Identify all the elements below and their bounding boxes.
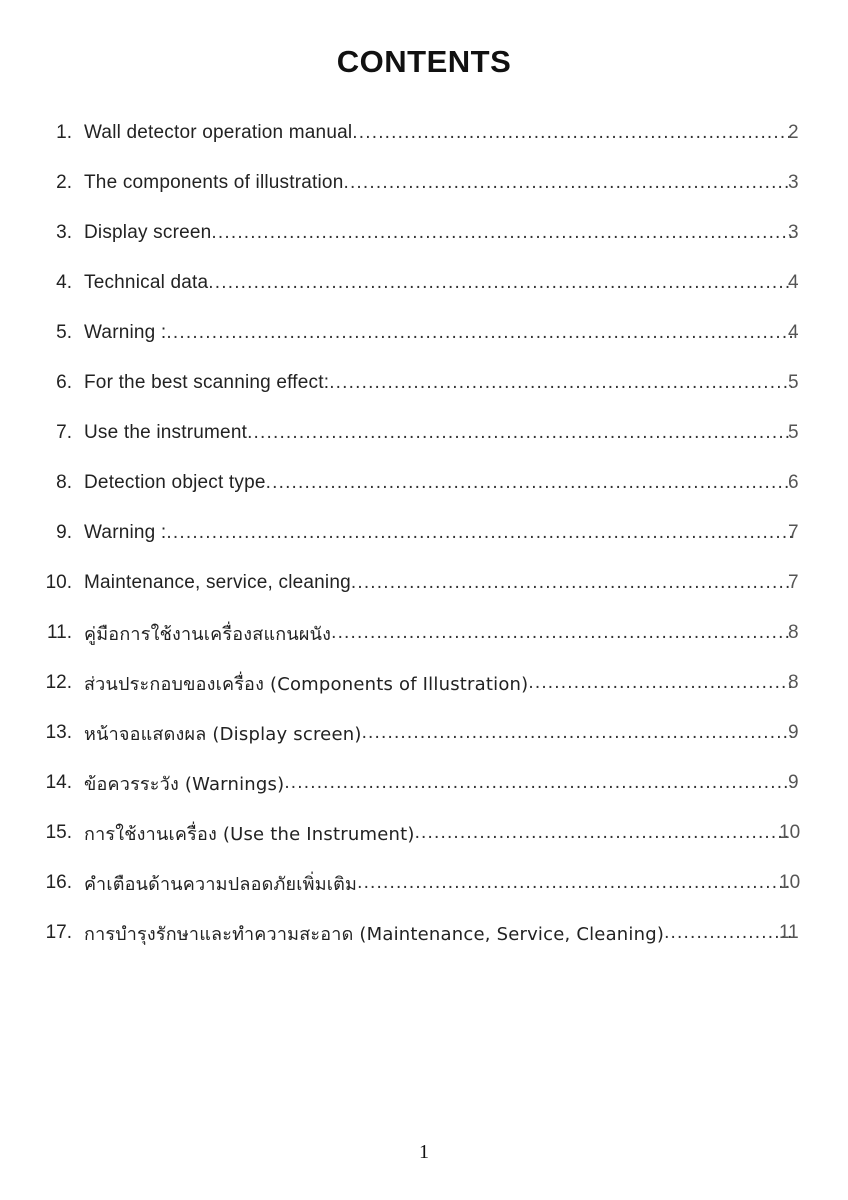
toc-entry-number: 9. <box>56 522 72 543</box>
toc-leader-dots <box>266 472 792 494</box>
toc-leader-dots <box>351 572 792 594</box>
toc-entry-page: 8 <box>788 672 799 693</box>
toc-entry-label: ส่วนประกอบของเครื่อง (Components of Illustration) <box>84 673 529 695</box>
toc-entry-number: 2. <box>56 172 72 193</box>
toc-leader-dots <box>415 822 792 844</box>
toc-entry-page: 9 <box>788 722 799 743</box>
toc-leader-dots <box>357 872 792 894</box>
toc-entry-label: Detection object type <box>84 472 266 493</box>
toc-entry-label-row <box>84 322 792 344</box>
toc-entry-page: 7 <box>788 572 799 593</box>
page-title: CONTENTS <box>336 44 512 79</box>
toc-entry[interactable] <box>0 408 848 458</box>
toc-entry[interactable] <box>0 758 848 808</box>
toc-entry-label-row <box>84 272 792 294</box>
toc-leader-dots <box>166 322 792 344</box>
toc-entry-page: 2 <box>788 122 799 143</box>
toc-entry-label: Technical data <box>84 272 209 293</box>
toc-entry-number: 16. <box>45 872 72 893</box>
toc-entry-label: การใช้งานเครื่อง (Use the Instrument) <box>84 823 415 845</box>
toc-entry-label: For the best scanning effect: <box>84 372 330 393</box>
toc-entry-number: 10. <box>45 572 72 593</box>
toc-entry-number: 1. <box>56 122 72 143</box>
toc-entry-label-row <box>84 669 792 698</box>
toc-entry-page: 4 <box>788 322 799 343</box>
toc-entry-number: 14. <box>45 772 72 793</box>
toc-entry[interactable] <box>0 708 848 758</box>
toc-entry[interactable] <box>0 808 848 858</box>
toc-entry-page: 7 <box>788 522 799 543</box>
toc-entry-number: 13. <box>45 722 72 743</box>
toc-entry[interactable] <box>0 508 848 558</box>
toc-entry-page: 10 <box>779 872 801 893</box>
toc-entry-page: 5 <box>788 372 799 393</box>
toc-entry[interactable] <box>0 308 848 358</box>
toc-entry-label-row <box>84 122 792 144</box>
toc-entry[interactable] <box>0 208 848 258</box>
toc-entry-label-row <box>84 472 792 494</box>
toc-leader-dots <box>284 772 792 794</box>
toc-entry-number: 5. <box>56 322 72 343</box>
toc-entry-number: 3. <box>56 222 72 243</box>
toc-entry-label: Warning : <box>84 322 167 343</box>
toc-leader-dots <box>329 372 792 394</box>
toc-entry-page: 6 <box>788 472 799 493</box>
toc-entry-page: 8 <box>788 622 799 643</box>
toc-entry-label: ข้อควรระวัง (Warnings) <box>84 773 285 795</box>
toc-entry-label-row <box>84 819 792 848</box>
toc-entry[interactable] <box>0 908 848 958</box>
table-of-contents <box>0 108 848 958</box>
toc-leader-dots <box>528 672 792 694</box>
toc-entry-number: 11. <box>46 622 72 643</box>
toc-entry-label-row <box>84 222 792 244</box>
toc-entry-label: Maintenance, service, cleaning <box>84 572 351 593</box>
toc-entry-label-row <box>84 172 792 194</box>
toc-leader-dots <box>166 522 792 544</box>
toc-entry-label-row <box>84 719 792 748</box>
toc-entry-page: 10 <box>779 822 801 843</box>
toc-entry-number: 6. <box>56 372 72 393</box>
toc-entry-label-row <box>84 919 792 948</box>
toc-entry-page: 3 <box>788 172 799 193</box>
toc-entry[interactable] <box>0 108 848 158</box>
page-number: 1 <box>419 1141 429 1163</box>
toc-entry-page: 4 <box>788 272 799 293</box>
toc-entry[interactable] <box>0 458 848 508</box>
toc-entry[interactable] <box>0 658 848 708</box>
toc-entry-label: Display screen <box>84 222 212 243</box>
toc-entry[interactable] <box>0 558 848 608</box>
toc-leader-dots <box>352 122 792 144</box>
toc-entry-label: Warning : <box>84 522 167 543</box>
toc-entry-page: 9 <box>788 772 799 793</box>
toc-entry-page: 3 <box>788 222 799 243</box>
toc-leader-dots <box>362 722 792 744</box>
toc-entry-label: หน้าจอแสดงผล (Display screen) <box>84 723 362 745</box>
toc-leader-dots <box>208 272 792 294</box>
toc-entry-number: 12. <box>45 672 72 693</box>
toc-entry-label: คู่มือการใช้งานเครื่องสแกนผนัง <box>84 623 332 645</box>
toc-entry-label-row <box>84 769 792 798</box>
toc-entry-label: Wall detector operation manual <box>84 122 353 143</box>
toc-entry-number: 7. <box>56 422 72 443</box>
toc-entry-page: 5 <box>788 422 799 443</box>
toc-entry[interactable] <box>0 608 848 658</box>
toc-entry[interactable] <box>0 258 848 308</box>
toc-leader-dots <box>247 422 792 444</box>
toc-entry-number: 15. <box>45 822 72 843</box>
toc-entry-label: Use the instrument <box>84 422 248 443</box>
toc-entry-label: คำเตือนด้านความปลอดภัยเพิ่มเติม <box>84 873 358 895</box>
toc-entry-label: The components of illustration <box>84 172 344 193</box>
toc-entry-label-row <box>84 372 792 394</box>
toc-entry-label-row <box>84 422 792 444</box>
toc-entry-number: 17. <box>45 922 72 943</box>
toc-entry-number: 8. <box>56 472 72 493</box>
toc-leader-dots <box>664 922 792 944</box>
toc-entry-label-row <box>84 572 792 594</box>
toc-entry-label-row <box>84 522 792 544</box>
toc-entry-label-row <box>84 619 792 648</box>
toc-entry[interactable] <box>0 858 848 908</box>
toc-entry-label: การบำรุงรักษาและทำความสะอาด (Maintenance, Service, Cleaning) <box>84 923 665 945</box>
toc-entry-label-row <box>84 869 792 898</box>
toc-entry[interactable] <box>0 358 848 408</box>
toc-leader-dots <box>331 622 792 644</box>
toc-entry-number: 4. <box>56 272 72 293</box>
toc-entry[interactable] <box>0 158 848 208</box>
toc-leader-dots <box>343 172 792 194</box>
toc-entry-page: 11 <box>779 922 799 943</box>
toc-leader-dots <box>211 222 792 244</box>
